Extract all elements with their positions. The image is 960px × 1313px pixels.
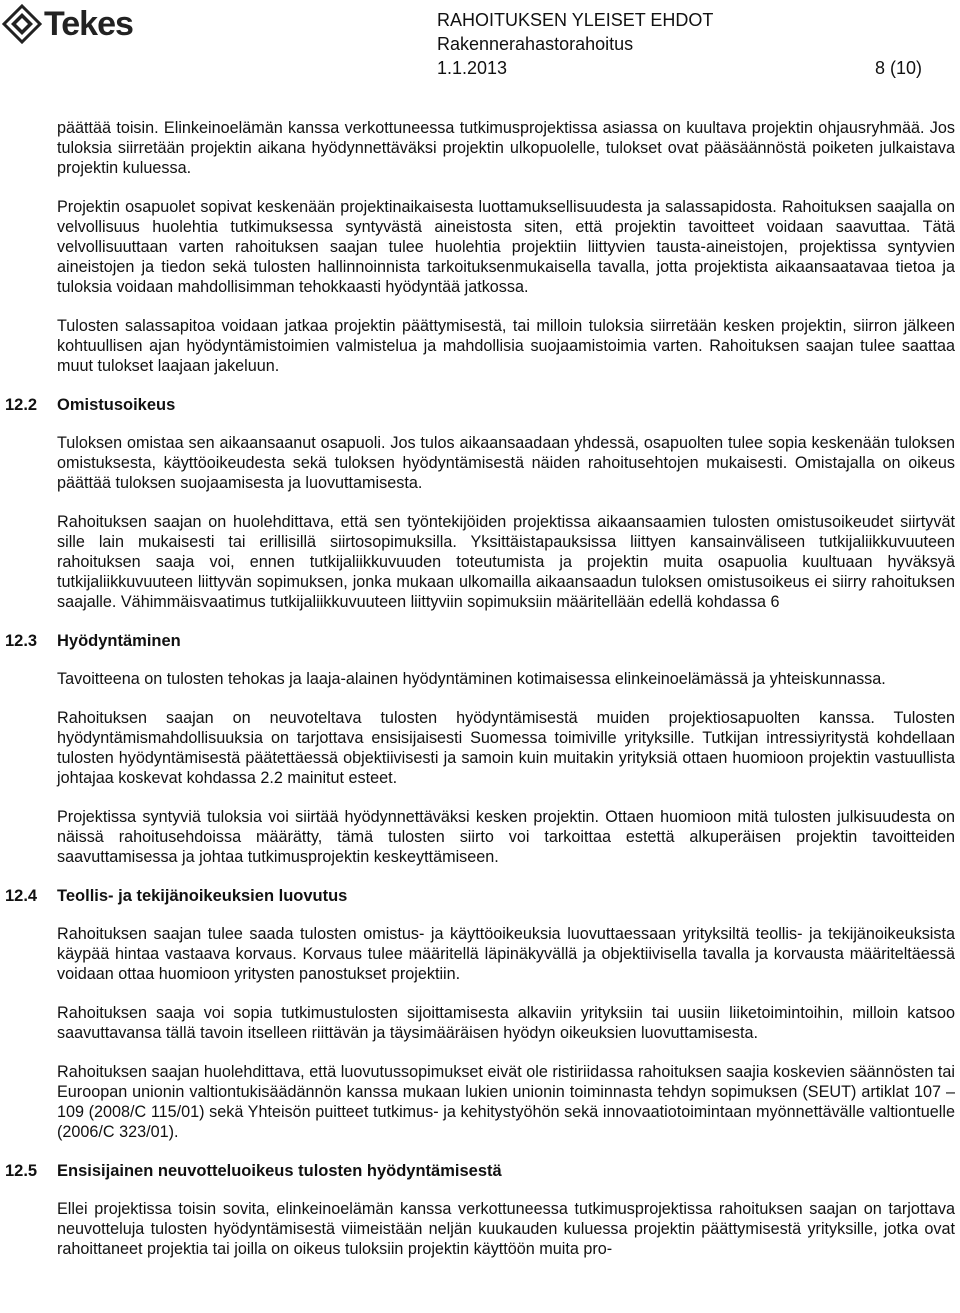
- document-title: RAHOITUKSEN YLEISET EHDOT: [437, 10, 714, 30]
- section-heading: [5, 395, 955, 415]
- paragraph: Rahoituksen saajan huolehdittava, että luovutussopimukset eivät ole ristiriidassa rahoituksen saajia koskevien säännösten tai Euroopan unionin valtiontukisäädännön kanssa mukaan lukien unionin toiminnasta tehdyn sopimuksen (SEUT) artiklat 107 – 109 (2008/C 115/01) sekä Yhteisön puitteet tutkimus- ja kehitystyöhön sekä innovaatiotoimintaan myönnettävälle valtiontuelle (2006/C 323/01).: [57, 1063, 955, 1141]
- section-number: 12.5: [5, 1162, 38, 1180]
- paragraph: päättää toisin. Elinkeinoelämän kanssa verkottuneessa tutkimusprojektissa asiassa on kuultava projektin ohjausryhmää. Jos tuloksia siirretään projektin aikana hyödynnettäväksi projektin ulkopuolelle, tulokset ovat pääsäännöstä poiketen julkaistava projektin kuluessa.: [57, 119, 955, 177]
- section-title: Teollis- ja tekijänoikeuksien luovutus: [57, 887, 348, 905]
- paragraph: Projektissa syntyviä tuloksia voi siirtää hyödynnettäväksi kesken projektin. Ottaen huomioon mitä tulosten julkisuudesta on näissä rahoitusehdoissa määrätty, tämä tulosten siirto voi tarkoittaa estettä alkuperäisen projektin tavoitteiden saavuttamisessa ja johtaa tutkimusprojektin keskeyttämiseen.: [57, 808, 955, 866]
- document-body: [5, 118, 955, 1278]
- document-info: [437, 8, 713, 80]
- paragraph: Rahoituksen saajan tulee saada tulosten omistus- ja käyttöoikeuksia luovuttaessaan yrityksiltä teollis- ja tekijänoikeuksista käypää hintaa vastaava korvaus. Korvaus tulee määritellä läpinäkyvällä ja objektiivisella tavalla ja korvausta määriteltäessä voidaan ottaa huomioon yritysten panostukset projektiin.: [57, 925, 955, 983]
- paragraph: Projektin osapuolet sopivat keskenään projektinaikaisesta luottamuksellisuudesta ja salassapidosta. Rahoituksen saajalla on velvollisuus huolehtia tutkimuksessa syntyvästä aineistosta siten, että projektin tavoitteet voidaan saavuttaa. Tätä velvollisuuttaan varten rahoituksen saajan tulee huolehtia projektiin liittyvien tausta-aineistojen, projektissa syntyvien aineistojen ja tiedon sekä tulosten hallinnoinnista tarkoituksenmukaisella tavalla, jotta projektista aikaansaatavaa tietoa ja tuloksia voidaan mahdollisimman tehokkaasti hyödyntää jatkossa.: [57, 198, 955, 296]
- page-number: 8 (10): [875, 58, 923, 78]
- paragraph: Tulosten salassapitoa voidaan jatkaa projektin päättymisestä, tai milloin tuloksia siirretään kesken projektin, siirron jälkeen kohtuullisen ajan hyödyntämistoimien valmistelua ja mahdollisia suojaamistoimia varten. Rahoituksen saajan tulee saattaa muut tulokset laajaan jakeluun.: [57, 317, 955, 375]
- paragraph: Rahoituksen saajan on huolehdittava, että sen työntekijöiden projektissa aikaansaamien tulosten omistusoikeudet siirtyvät sille lain mukaisesti tai erillisillä siirtosopimuksilla. Yksittäistapauksissa liittyen kansainväliseen tutkijaliikkuvuuteen rahoituksen saaja voi, ennen tutkijaliikkuvuuden toteutumista ja projektin muita osapuolia kuultuaan hyväksyä tutkijaliikkuvuuteen liittyvän sopimuksen, jonka mukaan ulkomailla aikaansaadun tuloksen omistusoikeus ei siirry rahoituksen saajalle. Vähimmäisvaatimus tutkijaliikkuvuuteen liittyviin sopimuksiin määritellään edellä kohdassa 6: [57, 513, 955, 611]
- tekes-logo-icon: [2, 4, 42, 44]
- section-number: 12.3: [5, 632, 38, 650]
- section-heading: [5, 1161, 955, 1181]
- page-header: [0, 0, 960, 90]
- section-number: 12.2: [5, 396, 38, 414]
- tekes-logo: [2, 4, 133, 44]
- section-heading: [5, 886, 955, 906]
- section-title: Omistusoikeus: [57, 396, 176, 414]
- section-title: Ensisijainen neuvotteluoikeus tulosten hyödyntämisestä: [57, 1162, 502, 1180]
- document-subtitle: Rakennerahastorahoitus: [437, 34, 634, 54]
- section-heading: [5, 631, 955, 651]
- section-number: 12.4: [5, 887, 38, 905]
- paragraph: Tuloksen omistaa sen aikaansaanut osapuoli. Jos tulos aikaansaadaan yhdessä, osapuolten tulee sopia keskenään tuloksen omistuksesta, käyttöoikeudesta sekä tuloksen hyödyntämisestä näiden rahoitusehtojen mukaisesti. Omistajalla on oikeus päättää tuloksen suojaamisesta ja luovuttamisesta.: [57, 434, 955, 492]
- paragraph: Rahoituksen saajan on neuvoteltava tulosten hyödyntämisestä muiden projektiosapuolten kanssa. Tulosten hyödyntämismahdollisuuksia on tarjottava ensisijaisesti Suomessa toimiville yrityksille. Tutkijan intressiyritystä kohdellaan tulosten hyödyntämisestä päätettäessä objektiivisesti ja samoin kuin muitakin yrityksiä ottaen huomioon projektin vastuullista johtajaa koskevat kohdassa 2.2 mainitut esteet.: [57, 709, 955, 787]
- paragraph: Ellei projektissa toisin sovita, elinkeinoelämän kanssa verkottuneessa tutkimusprojektissa rahoituksen saajan on tarjottava neuvotteluja tulosten hyödyntämisestä viimeistään neljän kuukauden kuluessa projektin päättymisestä yrityksille, jotka ovat rahoittaneet projektia tai joilla on oikeus tuloksiin projektin käyttöön muita pro-: [57, 1200, 955, 1258]
- paragraph: Tavoitteena on tulosten tehokas ja laaja-alainen hyödyntäminen kotimaisessa elinkeinoelämässä ja yhteiskunnassa.: [57, 670, 886, 688]
- section-title: Hyödyntäminen: [57, 632, 181, 650]
- paragraph: Rahoituksen saaja voi sopia tutkimustulosten sijoittamisesta alkaviin yrityksiin tai uusiin liiketoimintoihin, milloin katsoo saavuttavansa tällä tavoin itselleen riittävän ja täysimääräisen hyödyn oikeuksien luovuttamisesta.: [57, 1004, 955, 1042]
- document-date: 1.1.2013: [437, 58, 508, 78]
- logo-wordmark: Tekes: [44, 4, 133, 43]
